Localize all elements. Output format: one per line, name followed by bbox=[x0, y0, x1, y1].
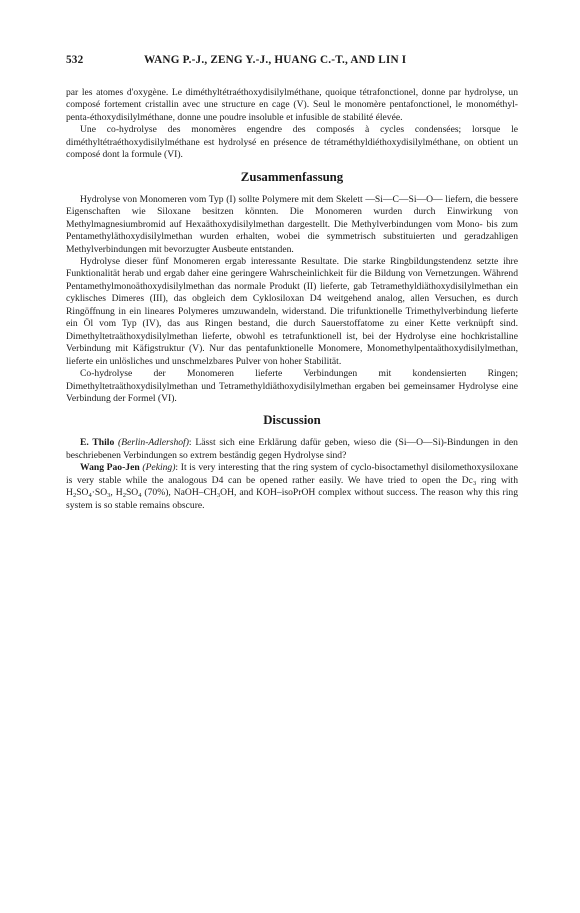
zusammenfassung-paragraph: Hydrolyse dieser fünf Monomeren ergab interessante Resultate. Die starke Ringbildungstendenz setzte ihre Funktionalität herab und ergab daher eine geringere Wahrscheinlichkeit für die Bildung von Vernetzungen. Während Pentamethylmonoäthoxydisilylmethan das normale Produkt (II) lieferte, gab Tetramethyldiäthoxydisilylmethan ein cyklisches Dimeres (III), das obgleich dem Cyklosiloxan D4 weitgehend analog, allen Versuchen, es durch Ringöffnung in ein lineares Polymeres umzuwandeln, widerstand. Die trifunktionelle Trimethylverbindung lieferte ein Öl vom Typ (IV), das aus Ringen bestand, die durch Sauerstoffatome zu einer Kette verknüpft sind. Dimethyltetraäthoxydisilylmethan lieferte, obwohl es tetrafunktionell ist, bei der Hydrolyse eine hochkristalline Verbindung mit Käfigstruktur (V). Nur das pentafunktionelle Monomere, Monomethylpentaäthoxydisilylmethan, lieferte ein unlösliches und unschmelzbares Pulver von hoher Stabilität. bbox=[66, 255, 518, 367]
subscript: 3 bbox=[216, 492, 221, 500]
discussion-text: ring with H bbox=[66, 474, 519, 499]
speaker-affiliation: (Berlin-Adlershof) bbox=[118, 437, 189, 449]
article-body bbox=[66, 87, 518, 512]
subscript: 2 bbox=[72, 492, 77, 500]
running-head-authors: WANG P.-J., ZENG Y.-J., HUANG C.-T., AND LIN I bbox=[144, 54, 407, 66]
subscript: 4 bbox=[138, 492, 142, 500]
page-number: 532 bbox=[66, 54, 84, 66]
speaker-affiliation: (Peking) bbox=[142, 462, 176, 474]
discussion-entry-thilo bbox=[66, 437, 518, 462]
subscript: 2 bbox=[122, 492, 126, 500]
discussion-text: SO bbox=[125, 487, 139, 499]
discussion-text: OH, and KOH–isoPrOH complex without success. The reason why this ring system is so stable remains obscure. bbox=[66, 487, 518, 511]
zusammenfassung-paragraph: Co-hydrolyse der Monomeren lieferte Verbindungen mit kondensierten Ringen; Dimethyltetraäthoxydisilylmethan und Tetramethyldiäthoxydisilylmethan ergaben bei gemeinsamer Hydrolyse eine Verbindung der Formel (VI). bbox=[66, 368, 518, 404]
subscript: 3 bbox=[107, 492, 111, 500]
subscript: 4 bbox=[88, 492, 92, 500]
french-paragraph: Une co-hydrolyse des monomères engendre des composés à cycles condensées; lorsque le diméthyltétraéthoxydisilylméthane est hydrolysé en présence de tétraméthyldiéthoxydisilylméthane, on obtient un composé dont la formule (VI). bbox=[66, 124, 518, 161]
discussion-text: It is very interesting that the ring system of cyclo-bisoctamethyl disilomethoxysiloxane is very stable while the analogous D4 can be opened rather easily. We have tried to open the Dc bbox=[66, 462, 519, 486]
discussion-heading: Discussion bbox=[263, 413, 321, 428]
discussion-text: Lässt sich eine Erklärung dafür geben, wieso die (Si—O—Si)-Bindungen in den beschriebenen Verbindungen so extrem beständig gegen Hydrolyse sind? bbox=[66, 437, 518, 461]
discussion-text: SO bbox=[76, 487, 89, 499]
speaker-colon: : bbox=[175, 462, 179, 474]
running-head bbox=[66, 54, 518, 70]
discussion-text: (70%), NaOH–CH bbox=[141, 487, 217, 499]
zusammenfassung-paragraph: Hydrolyse von Monomeren vom Typ (I) sollte Polymere mit dem Skelett —Si—C—Si—O— liefern, die bessere Eigenschaften wie Siloxane besitzen könnten. Die Monomeren wurden durch Einwirkung von Methylmagnesiumbromid auf Hexaäthoxydisilylmethan dargestellt. Die Methylverbindungen vom Mono- bis zum Pentamethyläthoxydisilylmethan wurden erhalten, wobei die symmetrisch substituierten und geradzahligen Methylverbindungen mit bevorzugter Ausbeute entstanden. bbox=[66, 193, 518, 255]
subscript: 3 bbox=[472, 479, 477, 487]
french-paragraph: par les atomes d'oxygène. Le diméthyltétraéthoxydisilylméthane, quoique tétrafonctionel, donne par hydrolyse, un composé fortement cristallin avec une structure en cage (V). Seul le monomère pentafonctionel, le monométhyl-penta-éthoxydisilylméthane, donne une poudre insoluble et infusible de stabilité élevée. bbox=[66, 87, 518, 123]
discussion-entry-wang bbox=[66, 462, 518, 512]
discussion-text: , H bbox=[110, 487, 123, 499]
discussion-text: ·SO bbox=[91, 487, 108, 499]
speaker-colon: : bbox=[188, 437, 192, 449]
zusammenfassung-heading: Zusammenfassung bbox=[240, 169, 344, 184]
speaker-name: Wang Pao-Jen bbox=[80, 462, 140, 474]
speaker-name: E. Thilo bbox=[80, 437, 115, 449]
